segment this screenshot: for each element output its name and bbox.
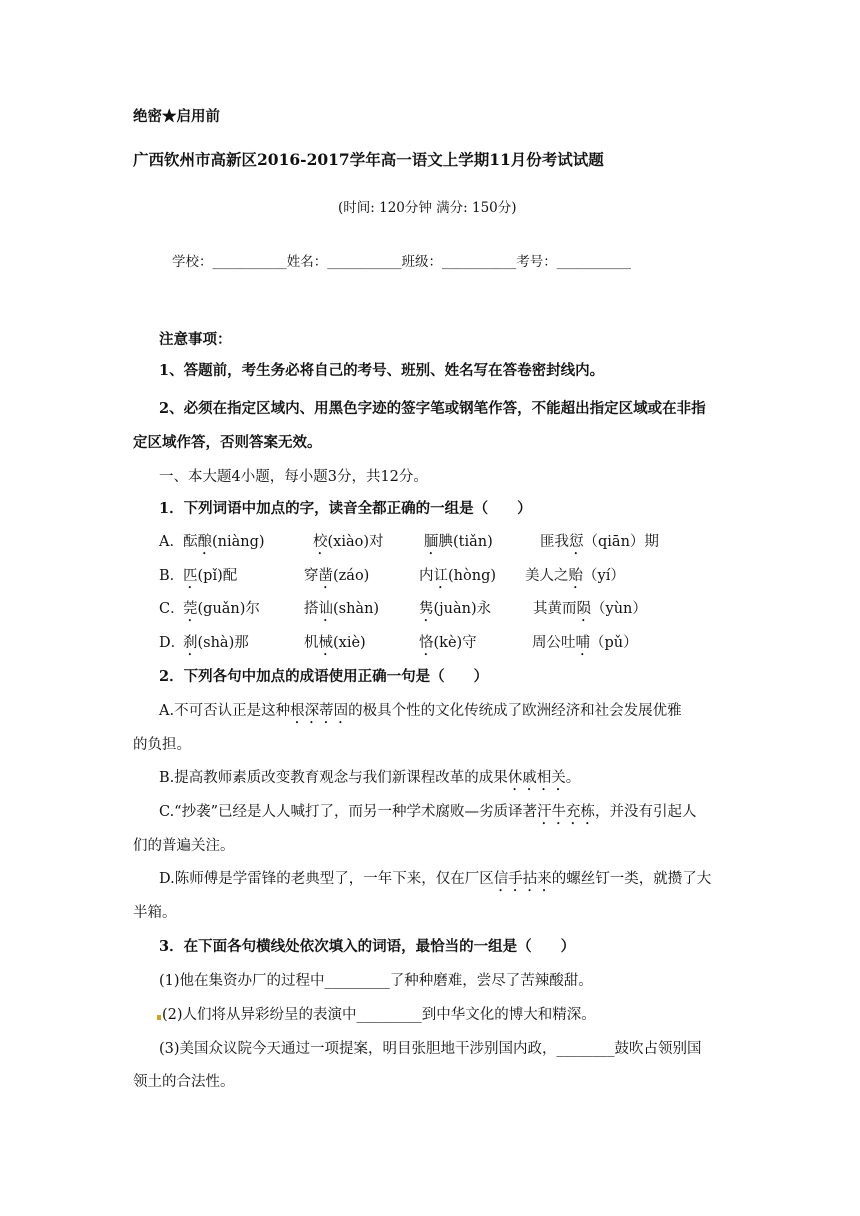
option-text: C.“抄袭”已经是人人喊打了，而另一种学术腐败—劣质译著 (159, 804, 538, 820)
option-label: D． (159, 635, 186, 651)
word-text: 腆(tiǎn) (438, 534, 493, 550)
q2-option-c-cont: 们的普遍关注。 (133, 838, 235, 854)
confidential-label: 绝密★启用前 (133, 108, 220, 125)
option-word (419, 633, 477, 659)
option-word (304, 566, 369, 592)
option-text: ，并没有引起人 (595, 804, 697, 820)
q2-option-c (159, 802, 697, 828)
word-text: (záo) (333, 568, 370, 584)
word-text: (xiào)对 (327, 534, 384, 550)
option-word (540, 532, 659, 558)
option-word (313, 532, 384, 558)
option-word (304, 599, 379, 625)
word-text: (niàng) (212, 534, 265, 550)
option-word (183, 599, 260, 625)
q2-option-b (159, 768, 580, 794)
dotted-char: 陨 (576, 601, 591, 617)
word-text: （qiān）期 (583, 534, 659, 550)
dotted-idiom: 信手拈来 (493, 871, 552, 887)
q2-option-a (159, 701, 682, 727)
dotted-char: 凿 (318, 568, 333, 584)
option-word (183, 633, 249, 659)
option-word (183, 532, 265, 558)
q3-sentence-3-cont: 领土的合法性。 (133, 1074, 235, 1090)
sentence-text: (2)人们将从异彩纷呈的表演中_________到中华文化的博大和精深。 (162, 1007, 596, 1023)
q2-option-d-cont: 半箱。 (133, 905, 177, 921)
q1-stem: 1．下列词语中加点的字，读音全都正确的一组是（ ） (159, 500, 532, 517)
option-word (304, 633, 366, 659)
dotted-char: 械 (318, 635, 333, 651)
word-text: 酝 (183, 534, 198, 550)
notice-item-1: 1、答题前，考生务必将自己的考号、班别、姓名写在答卷密封线内。 (159, 362, 605, 379)
word-text: (pǐ)配 (197, 568, 238, 584)
option-word (419, 599, 491, 625)
word-text: 周公吐 (532, 635, 576, 651)
word-text: （yùn） (591, 601, 647, 617)
word-text: （yí） (583, 568, 625, 584)
dotted-char: 讧 (433, 568, 448, 584)
option-word (525, 566, 625, 592)
option-text: D.陈师傅是学雷锋的老典型了，一年下来，仅在厂区 (159, 871, 494, 887)
option-word (533, 599, 647, 625)
word-text: (hòng) (448, 568, 497, 584)
dotted-char: 隽 (419, 601, 434, 617)
notice-item-2: 2、必须在指定区域内、用黑色字迹的签字笔或钢笔作答，不能超出指定区域或在非指 (159, 400, 706, 417)
dotted-char: 校 (313, 534, 328, 550)
word-text: 搭 (304, 601, 319, 617)
q2-option-d (159, 869, 711, 895)
dotted-char: 刹 (183, 635, 198, 651)
option-text: 的极具个性的文化传统成了欧洲经济和社会发展优雅 (348, 703, 682, 719)
word-text: (juàn)永 (433, 601, 492, 617)
anchor-marker-icon (157, 1015, 161, 1020)
option-label: C． (159, 601, 185, 617)
word-text: 其黄而 (533, 601, 577, 617)
q3-sentence-3: (3)美国众议院今天通过一项提案，明目张胆地干涉别国内政，________鼓吹占领别国 (159, 1041, 702, 1057)
dotted-char: 恪 (419, 635, 434, 651)
dotted-idiom: 根深蒂固 (290, 703, 349, 719)
dotted-idiom: 汗牛充栋 (537, 804, 596, 820)
option-label: B． (159, 568, 185, 584)
dotted-char: 哺 (575, 635, 590, 651)
dotted-char: 愆 (569, 534, 584, 550)
q2-stem: 2．下列各句中加点的成语使用正确一句是（ ） (159, 668, 489, 685)
q3-sentence-2 (157, 1005, 596, 1025)
word-text: (guǎn)尔 (197, 601, 260, 617)
word-text: 匪我 (540, 534, 569, 550)
option-word (419, 566, 496, 592)
q3-sentence-1: (1)他在集资办厂的过程中_________了种种磨难，尝尽了苦辣酸甜。 (159, 973, 593, 989)
dotted-char: 讪 (318, 601, 333, 617)
option-text: B.提高教师素质改变教育观念与我们新课程改革的成果 (159, 770, 508, 786)
word-text: 机 (304, 635, 319, 651)
dotted-char: 莞 (183, 601, 198, 617)
option-text: 的螺丝钉一类，就攒了大 (551, 871, 712, 887)
word-text: (shà)那 (197, 635, 249, 651)
dotted-char: 酿 (197, 534, 212, 550)
student-info-line: 学校：___________姓名：___________班级：___________考号：___________ (172, 254, 631, 270)
word-text: (xiè) (333, 635, 366, 651)
notice-heading: 注意事项： (159, 331, 232, 348)
word-text: (shàn) (333, 601, 380, 617)
exam-title: 广西钦州市高新区2016-2017学年高一语文上学期11月份考试试题 (133, 150, 604, 169)
option-word (532, 633, 638, 659)
q3-stem: 3．在下面各句横线处依次填入的词语，最恰当的一组是（ ） (159, 938, 576, 955)
option-word (424, 532, 493, 558)
option-text: A.不可否认正是这种 (159, 703, 291, 719)
word-text: 穿 (304, 568, 319, 584)
time-info: (时间: 120分钟 满分: 150分) (338, 200, 517, 216)
section-1-heading: 一、本大题4小题，每小题3分，共12分。 (159, 469, 428, 485)
word-text: 内 (419, 568, 434, 584)
word-text: （pǔ） (590, 635, 638, 651)
dotted-char: 贻 (568, 568, 583, 584)
notice-item-2-cont: 定区域作答，否则答案无效。 (133, 434, 322, 451)
option-word (183, 566, 237, 592)
q2-option-a-cont: 的负担。 (133, 737, 191, 753)
dotted-char: 腼 (424, 534, 439, 550)
word-text: (kè)守 (433, 635, 477, 651)
dotted-char: 匹 (183, 568, 198, 584)
dotted-idiom: 休戚相关 (507, 770, 566, 786)
word-text: 美人之 (525, 568, 569, 584)
option-label: A． (159, 534, 184, 550)
option-text: 。 (565, 770, 581, 786)
